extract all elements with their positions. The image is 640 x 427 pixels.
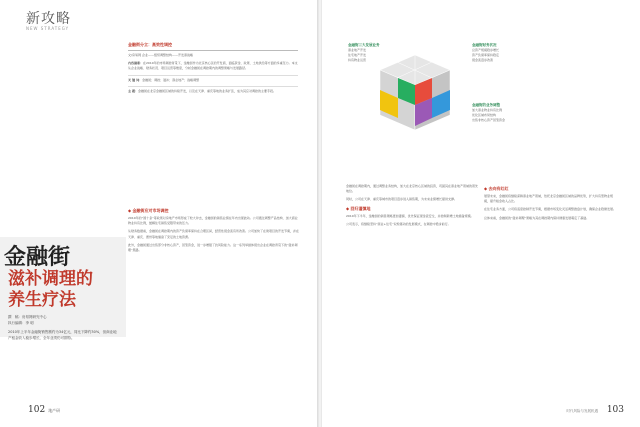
subject-text: 金融街在北京金融街区域的持续开发，以及在天津、重庆等地的业务扩张，成为其应对调控的主要手段。 (138, 88, 277, 93)
byline (8, 314, 120, 341)
keywords-paragraph (128, 78, 298, 83)
body-paragraph: 同时，公司在天津、重庆等城市的项目逐步进入销售期，为未来业绩增长提供支撑。 (346, 197, 458, 202)
section-logo: 新攻略 (26, 11, 71, 27)
cube-label-line: 加大商业物业持有比例 (472, 108, 503, 112)
article-subtitle-line-1: 滋补调理的 (8, 269, 93, 289)
intro-paragraph (128, 61, 298, 71)
body-paragraph: 公司表示，将继续坚持“商业+住宅”双轮驱动的发展模式，在调控中稳步前行。 (346, 221, 451, 226)
subject-paragraph (128, 89, 298, 94)
body-paragraph: 从财务数据看，金融街在调控期内的资产负债率保持在合理区间，经营性现金流有所改善。公司加快了在建项目的开发节奏，并在天津、重庆、惠州等地储备了充足的土地资源。 (128, 229, 300, 239)
folio-left (28, 405, 60, 415)
section-headline: ◆ 金融街应对市场调控 (128, 208, 169, 213)
body-paragraph: 在住宅业务方面，公司将适度控制开发节奏，根据市场变化灵活调整推盘计划，确保企业稳健发展。 (484, 207, 617, 212)
cube-label-line: 出售非核心资产回笼资金 (472, 118, 506, 122)
body-column-1 (346, 184, 478, 230)
cube-stack (380, 55, 450, 130)
body-column (128, 206, 300, 256)
cube-label-title: 金融街财务状况 (472, 43, 497, 47)
cube-label-line: 现金流逐步改善 (472, 58, 494, 62)
body-paragraph: 总体来看，金融街的“滋补调理”策略为其在调控期内保持健康发展奠定了基础。 (484, 215, 590, 220)
divider (128, 75, 298, 76)
body-paragraph: 金融街在调控期内，通过调整业务结构，加大在北京核心区域的投资，巩固其在商业地产领域的领先地位。 (346, 184, 479, 194)
left-page (0, 0, 318, 427)
body-paragraph: 2010年下半年，金融街的销售策略更加谨慎，优先保证现金流安全，并控制新增土地储备规模。 (346, 213, 474, 218)
deck-line: 文/房易网 企业——组织调整结构——开发商战略 (128, 53, 193, 57)
cube-label-line: 总资产规模稳步增长 (472, 48, 500, 52)
cube-label-3 (472, 103, 602, 123)
folio-label: 地产研 (48, 408, 61, 413)
divider (128, 50, 298, 51)
section-logo-subtitle: NEW STRATEGY (26, 26, 70, 31)
intro-text: 在2010年的市场调控背景下，金融街作为北京核心区的开发商，面临资金、政策、土地供给等方面的多重压力。本文从企业战略、财务状况、项目运营等维度，分析金融街在调控期内的调整策略与发展路径。 (128, 61, 298, 71)
body-paragraph: 展望未来，金融街将继续深耕商业地产领域，依托北京金融街区域的品牌优势，扩大持有型物业规模，提升租金收入占比。 (484, 194, 614, 204)
page-number: 103 (606, 405, 624, 415)
byline-line: 执行编辑：李 明 (8, 321, 34, 325)
keywords-text: 金融街；调控；滋补；商业地产；战略调整 (142, 77, 200, 82)
cube-label-line: 优化区域布局结构 (472, 113, 497, 117)
cube-label-line: 持有物业运营 (348, 58, 367, 62)
deck-title: 金融街分立：高效性调控 (128, 42, 172, 47)
byline-line: 撰 稿：房易网研究中心 (8, 315, 47, 319)
divider (128, 86, 298, 87)
deck-block (128, 40, 298, 97)
cube-label-line: 资产负债率保持稳定 (472, 53, 500, 57)
subject-label: 主 题： (128, 88, 139, 93)
article-subtitle-line-2: 养生疗法 (8, 290, 76, 310)
section-headline: ◆ 回归谨慎地 (346, 205, 371, 211)
section-headline: ◆ 去向有红红 (484, 186, 509, 191)
body-paragraph: 此外，金融街通过出售部分非核心资产，回笼资金，进一步增强了抗风险能力。这一系列举措体现出企业在调控背景下的“滋补调理”思路。 (128, 242, 298, 253)
footer-note: 时代风险与发展机遇 (566, 409, 598, 413)
body-column-2 (484, 184, 616, 224)
cube-label-1 (348, 43, 408, 63)
cube-label-line: 商业地产开发 (348, 48, 367, 52)
intro-label: 内容摘要： (128, 61, 144, 66)
folio-right (607, 405, 624, 415)
keywords-label: 关 键 词： (128, 77, 143, 82)
article-title: 金融街 (4, 245, 71, 270)
cube-label-title: 金融街的业务调整 (472, 103, 500, 107)
page-number: 102 (28, 405, 46, 415)
body-paragraph: 2010年的“国十条”等政策对房地产市场形成了较大冲击，金融街的销售业绩在年内出现波动。公司通过调整产品结构、加大商业物业持有比例，缓解住宅销售受限带来的压力。 (128, 216, 298, 226)
cube-label-line: 住宅地产开发 (348, 53, 367, 57)
article-subtitle (8, 269, 93, 311)
byline-summary: 2010年上半年金融街销售额约为34亿元，同比下降约30%，但商业地产租金收入稳步增长，全年业绩仍可期待。 (8, 330, 117, 340)
cube-label-2 (472, 43, 547, 63)
right-page (322, 0, 640, 427)
cube-label-title: 金融街三大发展业务 (348, 43, 380, 47)
